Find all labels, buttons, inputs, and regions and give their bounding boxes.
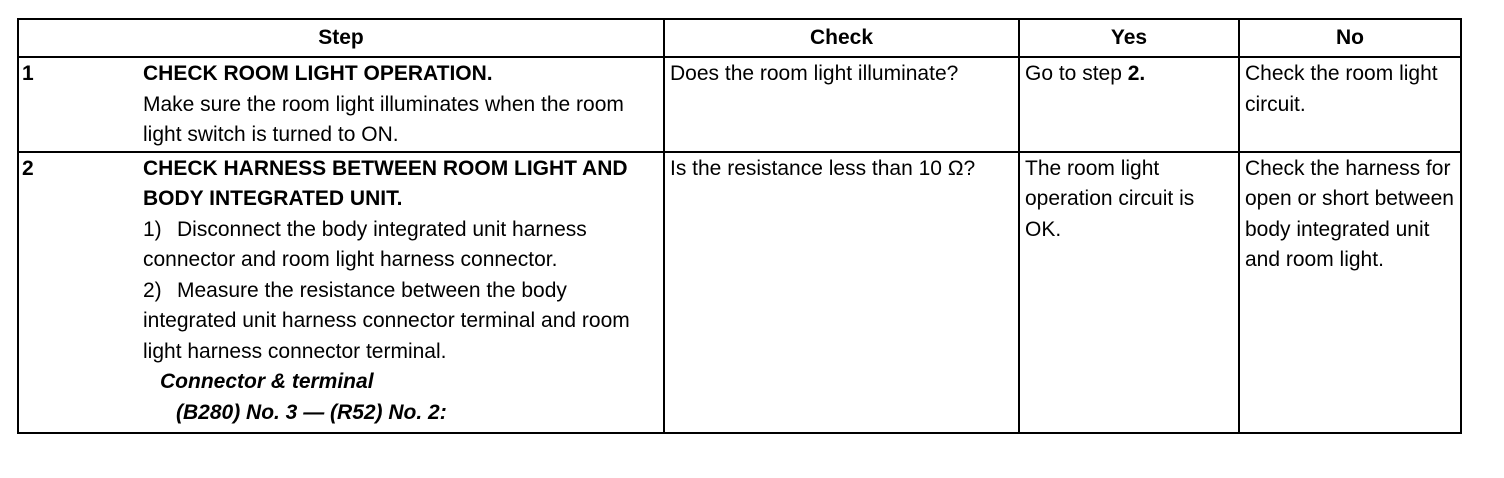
step-cell-2 [18,152,664,434]
substep-text: Measure the resistance between the body integrated unit harness connector terminal and room light harness connector terminal. [143,278,630,363]
check-cell-2 [664,152,1019,434]
diagnostic-table [17,18,1462,434]
check-cell-1 [664,57,1019,152]
header-step: Step [18,19,664,57]
yes-cell-2 [1019,152,1239,434]
substep-index: 1) [143,217,162,241]
yes-step-link: 2. [1127,62,1146,85]
step-title: CHECK ROOM LIGHT OPERATION. [143,62,493,85]
yes-cell-1 [1019,57,1239,152]
step-cell-1 [18,57,664,152]
connector-value: (B280) No. 3 — (R52) No. 2: [176,400,447,424]
substep-text: Disconnect the body integrated unit harness connector and room light harness connector. [143,217,587,271]
step-number: 2 [22,156,34,180]
header-check: Check [664,19,1019,57]
connector-label: Connector & terminal [160,370,374,393]
substep-1 [143,215,657,276]
header-row [18,19,1461,57]
yes-text: The room light operation circuit is OK. [1025,156,1195,241]
check-text: Does the room light illuminate? [670,62,959,85]
header-no: No [1239,19,1461,57]
no-cell-2 [1239,152,1461,434]
substep-2 [143,276,657,368]
substep-index: 2) [143,278,162,302]
no-cell-1 [1239,57,1461,152]
header-yes: Yes [1019,19,1239,57]
step-description: Make sure the room light illuminates when the room light switch is turned to ON. [143,92,624,146]
table-row-step-2 [18,152,1461,434]
step-title: CHECK HARNESS BETWEEN ROOM LIGHT AND BODY INTEGRATED UNIT. [143,156,628,210]
table-row-step-1 [18,57,1461,152]
no-text: Check the room light circuit. [1245,62,1438,116]
yes-prefix: Go to step [1025,62,1128,85]
step-number: 1 [22,62,34,85]
yes-text [1020,58,1238,90]
check-text: Is the resistance less than 10 Ω? [670,156,976,180]
no-text: Check the harness for open or short between body integrated unit and room light. [1245,156,1454,271]
